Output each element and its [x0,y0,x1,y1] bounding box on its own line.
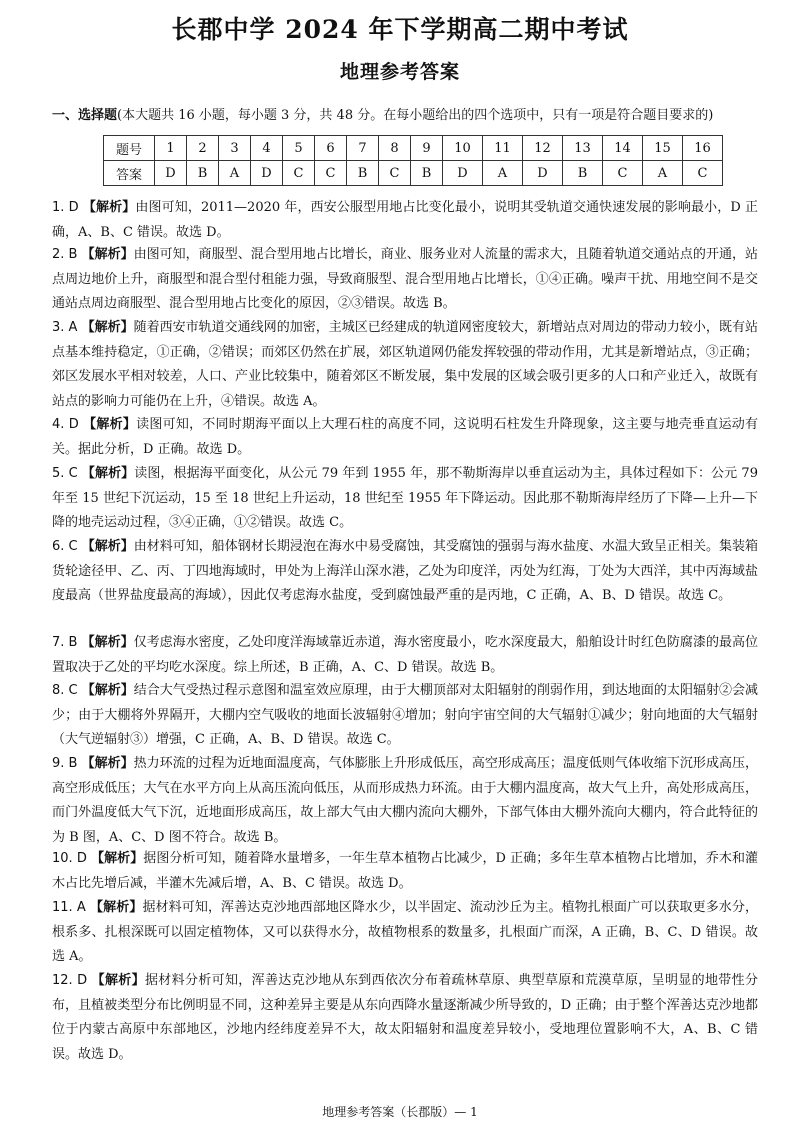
section-label: 一、选择题 [52,108,118,123]
question-number: 4. D [52,417,79,432]
explanation-text: 热力环流的过程为近地面温度高，气体膨胀上升形成低压，高空形成高压；温度低则气体收缩下沉形成高压，高空形成低压；大气在水平方向上从高压流向低压，从而形成热力环流。由于大棚内温度高，故大气上升，高处形成高压，而门外温度低大气下沉，近地面形成高压，故上部大气由大棚内流向大棚外，下部气体由大棚外流向大棚内，符合此特征的为 B 图，A、C、D 图不符合。故选 B。 [52,756,758,845]
number-cell: 11 [483,136,523,161]
answer-cell: D [155,161,187,186]
question-explanation [52,896,758,970]
answer-cell: C [379,161,411,186]
number-cell: 12 [523,136,563,161]
answer-cell: B [411,161,443,186]
answer-row [104,161,723,186]
number-cell: 16 [683,136,723,161]
number-cell: 1 [155,136,187,161]
question-explanation [52,631,758,680]
analysis-tag: 【解析】 [91,851,144,866]
number-cell: 13 [563,136,603,161]
analysis-tag: 【解析】 [81,539,134,554]
page-footer: 地理参考答案（长郡版）— 1 [322,1105,478,1119]
answer-cell: B [187,161,219,186]
answer-subtitle: 地理参考答案 [339,61,460,83]
answer-cell: D [443,161,483,186]
answer-cell: C [603,161,643,186]
analysis-tag: 【解析】 [81,247,134,262]
question-number: 2. B [52,247,78,262]
analysis-tag: 【解析】 [83,417,137,432]
question-explanation [52,413,758,462]
question-number: 6. C [52,539,78,554]
question-number: 8. C [52,683,78,698]
number-cell: 8 [379,136,411,161]
explanation-text: 读图，根据海平面变化，从公元 79 年到 1955 年，那不勒斯海岸以垂直运动为主，具体过程如下：公元 79 年至 15 世纪下沉运动，15 至 18 世纪上升运动，18 世纪至 1955 年下降运动。因此那不勒斯海岸经历了下降—上升—下降的地壳运动过程，③④正确，①②错误。故选 C。 [52,466,758,530]
explanation-text: 由材料可知，船体钢材长期浸泡在海水中易受腐蚀，其受腐蚀的强弱与海水盐度、水温大致呈正相关。集装箱货轮途径甲、乙、丙、丁四地海域时，甲处为上海洋山深水港，乙处为印度洋，丙处为红海，丁处为大西洋，其中丙海域盐度最高（世界盐度最高的海域），因此仅考虑海水盐度，受到腐蚀最严重的是丙地，C 正确，A、B、D 错误。故选 C。 [52,539,758,603]
answer-table [103,135,723,186]
answer-cell: C [315,161,347,186]
answer-cell: A [219,161,251,186]
row-label-number: 题号 [104,136,155,161]
question-number: 9. B [52,756,78,771]
analysis-tag: 【解析】 [81,320,134,335]
question-number: 5. C [52,466,78,481]
analysis-tag: 【解析】 [91,973,145,988]
explanation-text: 结合大气受热过程示意图和温室效应原理，由于大棚顶部对太阳辐射的削弱作用，到达地面的太阳辐射②会减少；由于大棚将外界隔开，大棚内空气吸收的地面长波辐射④增加；射向宇宙空间的大气辐射①减少；射向地面的大气辐射（大气逆辐射③）增强，C 正确，A、B、D 错误。故选 C。 [52,683,758,747]
question-explanation [52,535,758,609]
explanation-text: 据材料可知，浑善达克沙地西部地区降水少，以半固定、流动沙丘为主。植物扎根面广可以获取更多水分，根系多、扎根深既可以固定植物体，又可以获得水分，故植物根系的数量多，扎根面广而深，A 正确，B、C、D 错误。故选 A。 [52,900,758,964]
question-explanation [52,316,758,414]
analysis-tag: 【解析】 [81,466,135,481]
number-cell: 2 [187,136,219,161]
question-number: 10. D [52,851,87,866]
question-number: 7. B [52,635,78,650]
question-explanation [52,679,758,753]
number-cell: 7 [347,136,379,161]
explanation-text: 仅考虑海水密度，乙处印度洋海域靠近赤道，海水密度最小，吃水深度最大，船舶设计时红色防腐漆的最高位置取决于乙处的平均吃水深度。综上所述，B 正确，A、C、D 错误。故选 B。 [52,635,758,675]
number-cell: 5 [283,136,315,161]
question-number: 11. A [52,900,86,915]
question-number-row [104,136,723,161]
row-label-answer: 答案 [104,161,155,186]
question-explanation [52,196,758,245]
number-cell: 4 [251,136,283,161]
number-cell: 10 [443,136,483,161]
explanation-text: 由图可知，商服型、混合型用地占比增长，商业、服务业对人流量的需求大，且随着轨道交通站点的开通，站点周边地价上升，商服型和混合型付租能力强，导致商服型、混合型用地占比增长，①④正确。噪声干扰、用地空间不是交通站点周边商服型、混合型用地占比变化的原因，②③错误。故选 B。 [52,247,758,311]
explanation-text: 据图分析可知，随着降水量增多，一年生草本植物占比减少，D 正确；多年生草本植物占比增加，乔木和灌木占比先增后减，半灌木先减后增，A、B、C 错误。故选 D。 [52,851,758,891]
number-cell: 3 [219,136,251,161]
answer-cell: A [643,161,683,186]
analysis-tag: 【解析】 [90,900,143,915]
number-cell: 15 [643,136,683,161]
section-note: (本大题共 16 小题，每小题 3 分，共 48 分。在每小题给出的四个选项中，只有一项是符合题目要求的) [117,108,714,123]
section-heading [52,107,792,125]
question-number: 1. D [52,200,79,215]
number-cell: 14 [603,136,643,161]
analysis-tag: 【解析】 [81,635,134,650]
question-explanation [52,752,758,850]
analysis-tag: 【解析】 [82,200,136,215]
answer-cell: D [251,161,283,186]
explanation-text: 随着西安市轨道交通线网的加密，主城区已经建成的轨道网密度较大，新增站点对周边的带动力较小，既有站点基本维持稳定，①正确，②错误；而郊区仍然在扩展，郊区轨道网仍能发挥较强的带动作用，尤其是新增站点，③正确；郊区发展水平相对较差，人口、产业比较集中，随着郊区不断发展，集中发展的区域会吸引更多的人口和产业迁入，故既有站点的影响力可能仍在上升，④错误。故选 A。 [52,320,758,409]
answer-cell: B [347,161,379,186]
number-cell: 9 [411,136,443,161]
answer-cell: C [283,161,315,186]
question-explanation [52,462,758,536]
answer-cell: C [683,161,723,186]
exam-title: 长郡中学 2024 年下学期高二期中考试 [171,15,629,44]
answer-cell: A [483,161,523,186]
answer-cell: D [523,161,563,186]
explanation-text: 据材料分析可知，浑善达克沙地从东到西依次分布着疏林草原、典型草原和荒漠草原，呈明显的地带性分布，且植被类型分布比例明显不同，这种差异主要是从东向西降水量逐渐减少所导致的，D 正确；由于整个浑善达克沙地都位于内蒙古高原中东部地区，沙地内经纬度差异不大，故太阳辐射和温度差异较小，受地理位置影响不大，A、B、C 错误。故选 D。 [52,973,758,1062]
number-cell: 6 [315,136,347,161]
question-number: 3. A [52,320,78,335]
answer-cell: B [563,161,603,186]
question-number: 12. D [52,973,88,988]
explanation-text: 读图可知，不同时期海平面以上大理石柱的高度不同，这说明石柱发生升降现象，这主要与地壳垂直运动有关。据此分析，D 正确。故选 D。 [52,417,758,457]
explanation-text: 由图可知，2011—2020 年，西安公服型用地占比变化最小，说明其受轨道交通快速发展的影响最小，D 正确，A、B、C 错误。故选 D。 [52,200,758,240]
question-explanation [52,969,758,1067]
analysis-tag: 【解析】 [81,756,134,771]
question-explanation [52,847,758,896]
question-explanation [52,243,758,317]
analysis-tag: 【解析】 [81,683,134,698]
